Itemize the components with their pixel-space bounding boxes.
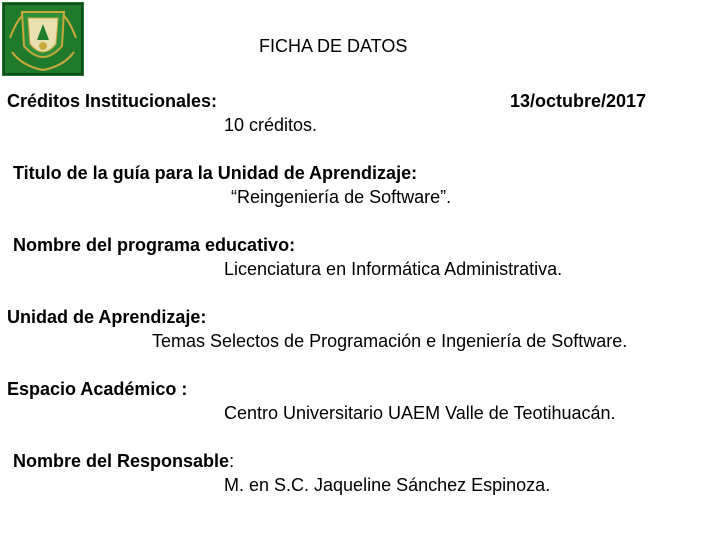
university-shield-icon bbox=[2, 2, 84, 76]
program-name-label: Nombre del programa educativo: bbox=[13, 235, 296, 255]
guide-title-value: “Reingeniería de Software”. bbox=[231, 187, 452, 207]
learning-unit-label: Unidad de Aprendizaje: bbox=[7, 307, 207, 327]
academic-space-value: Centro Universitario UAEM Valle de Teotihuacán. bbox=[224, 403, 616, 423]
document-date: 13/octubre/2017 bbox=[510, 91, 647, 111]
academic-space-label: Espacio Académico : bbox=[7, 379, 188, 399]
guide-title-label: Titulo de la guía para la Unidad de Aprendizaje: bbox=[13, 163, 418, 183]
responsible-label: Nombre del Responsable bbox=[13, 451, 230, 471]
responsible-label-colon: : bbox=[229, 451, 235, 471]
responsible-value: M. en S.C. Jaqueline Sánchez Espinoza. bbox=[224, 475, 551, 495]
responsible-label-row bbox=[13, 451, 234, 471]
learning-unit-value: Temas Selectos de Programación e Ingeniería de Software. bbox=[152, 331, 628, 351]
credits-value: 10 créditos. bbox=[224, 115, 318, 135]
program-name-value: Licenciatura en Informática Administrativa. bbox=[224, 259, 563, 279]
credits-label: Créditos Institucionales: bbox=[7, 91, 218, 111]
page-title: FICHA DE DATOS bbox=[259, 36, 408, 56]
